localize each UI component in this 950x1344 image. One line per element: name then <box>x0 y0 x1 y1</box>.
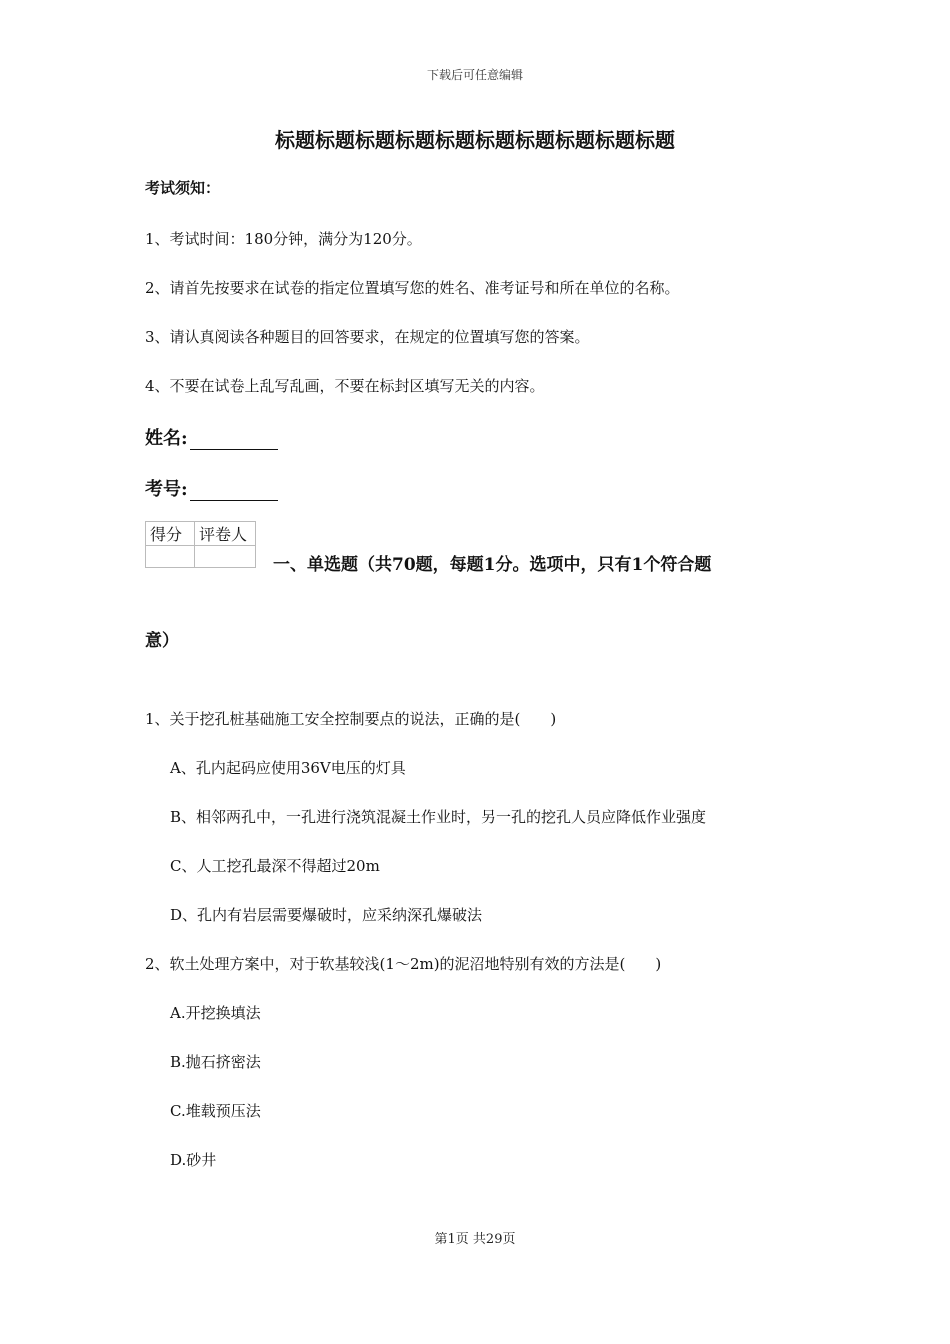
question-stem: 1、关于挖孔桩基础施工安全控制要点的说法，正确的是( ) <box>145 710 557 728</box>
question-option: A、孔内起码应使用36V电压的灯具 <box>170 759 406 777</box>
section-heading: 一、单选题（共70题，每题1分。选项中，只有1个符合题 <box>273 555 712 575</box>
question-option: D.砂井 <box>170 1151 217 1169</box>
header-note: 下载后可任意编辑 <box>426 68 523 82</box>
section-heading-cont: 意） <box>145 631 179 651</box>
grader-cell <box>195 546 256 568</box>
score-cell <box>146 546 195 568</box>
question-option: D、孔内有岩层需要爆破时，应采纳深孔爆破法 <box>170 906 483 924</box>
notice-item: 3、请认真阅读各种题目的回答要求，在规定的位置填写您的答案。 <box>145 328 590 346</box>
question-option: C、人工挖孔最深不得超过20m <box>170 857 380 875</box>
score-table <box>145 521 256 568</box>
name-field <box>145 424 278 450</box>
notice-item: 4、不要在试卷上乱写乱画，不要在标封区填写无关的内容。 <box>145 377 545 395</box>
question-option: B、相邻两孔中，一孔进行浇筑混凝土作业时，另一孔的挖孔人员应降低作业强度 <box>170 808 707 826</box>
name-label: 姓名: <box>145 428 188 449</box>
notice-heading: 考试须知： <box>145 179 221 197</box>
page-title: 标题标题标题标题标题标题标题标题标题标题 <box>275 128 675 152</box>
grader-header: 评卷人 <box>195 522 256 546</box>
name-blank[interactable] <box>190 431 278 450</box>
page-footer: 第1页 共29页 <box>434 1232 516 1247</box>
notice-item: 1、考试时间：180分钟，满分为120分。 <box>145 230 422 248</box>
id-label: 考号: <box>145 479 188 500</box>
question-stem: 2、软土处理方案中，对于软基较浅(1～2m)的泥沼地特别有效的方法是( ) <box>145 955 662 973</box>
id-blank[interactable] <box>190 482 278 501</box>
id-field <box>145 475 278 501</box>
question-option: B.抛石挤密法 <box>170 1053 261 1071</box>
question-option: C.堆载预压法 <box>170 1102 261 1120</box>
question-option: A.开挖换填法 <box>170 1004 261 1022</box>
notice-item: 2、请首先按要求在试卷的指定位置填写您的姓名、准考证号和所在单位的名称。 <box>145 279 680 297</box>
score-header: 得分 <box>146 522 195 546</box>
